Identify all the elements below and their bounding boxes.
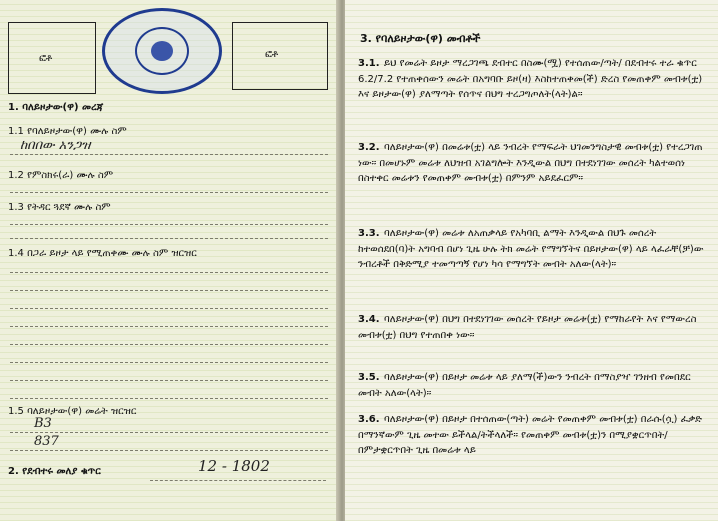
section2-value: 12 - 1802 — [198, 457, 270, 475]
ruled-line — [10, 224, 328, 225]
rights-item-3-6 — [358, 412, 708, 459]
rights-heading: 3. የባለይዞታው(ዋ) መብቶች — [360, 32, 481, 45]
ruled-line — [10, 238, 328, 239]
line-1-4-label: 1.4 በጋራ ይዞታ ላይ የሚጠቀሙ ሙሉ ስም ዝርዝር — [8, 248, 197, 259]
item-number: 3.3. — [358, 228, 380, 239]
rights-item-3-5 — [358, 370, 708, 401]
seal-emblem — [135, 27, 189, 75]
item-text: ባለይዞታው(ዋ) በህግ በተደነገገው መሰረት የይዞታ መሬቱ(ቷ) የማከራየት እና የማውረስ መብቱ(ቷ) በህግ የተጠበቀ ነው። — [358, 314, 697, 341]
line-1-1-value: ከበበው አንጋዝ — [20, 138, 91, 153]
ruled-line — [10, 290, 328, 291]
line-1-5-value-a: B3 — [34, 416, 52, 431]
ruled-line — [10, 154, 328, 155]
item-number: 3.1. — [358, 58, 380, 69]
item-number: 3.2. — [358, 142, 380, 153]
item-text: ባለይዞታው(ዋ) በይዞታ በተሰጠው(ጣት) መሬት የመጠቀም መብቱ(ቷ) በራሱ(ሷ) ፈቃድ በማንኛውም ጊዜ መተው ይችላል/ትችላለች። የመጠቀም መብቱ(ቷ)ን በሚያቋርጥበት/በምታቋርጥበት ጊዜ በመሬቱ ላይ — [358, 414, 702, 456]
section1-title: 1. ባለይዞታው(ዋ) መረጃ — [8, 102, 104, 113]
section2-label: 2. የደብተሩ መለያ ቁጥር — [8, 466, 101, 477]
line-1-5-label: 1.5 ባለይዞታው(ዋ) መሬት ዝርዝር — [8, 406, 137, 417]
photo-box-left — [8, 22, 96, 94]
rights-item-3-3 — [358, 226, 708, 273]
item-number: 3.5. — [358, 372, 380, 383]
ruled-line — [10, 450, 328, 451]
ruled-line — [10, 192, 328, 193]
official-seal — [102, 8, 222, 94]
line-1-3-label: 1.3 የትዳር ጓደኛ ሙሉ ስም — [8, 202, 111, 213]
ruled-line — [10, 432, 328, 433]
rights-item-3-4 — [358, 312, 708, 343]
left-page — [0, 0, 340, 521]
item-text: ባለይዞታው(ዋ) በይዞታ መሬቱ ላይ ያለማ(ች)ውን ንብረት በማስያዣ ገንዘብ የመበደር መብት አለው(ላት)። — [358, 372, 691, 399]
line-1-1-label: 1.1 የባለይዞታው(ዋ) ሙሉ ስም — [8, 126, 127, 137]
line-1-2-label: 1.2 የምስክሩ(ራ) ሙሉ ስም — [8, 170, 114, 181]
photo-box-right-label: ፎቶ — [265, 49, 279, 60]
ruled-line — [10, 272, 328, 273]
ruled-line — [10, 326, 328, 327]
line-1-5-value-b: 837 — [34, 434, 59, 449]
ruled-line — [10, 344, 328, 345]
ruled-line — [10, 398, 328, 399]
rights-item-3-2 — [358, 140, 708, 187]
seal-core — [151, 41, 173, 61]
item-number: 3.6. — [358, 414, 380, 425]
item-text: ይህ የመሬት ይዞታ ማረጋገጫ ደብተር በስሙ(ሟ) የተሰጠው/ጣት/ በደብተሩ ተራ ቁጥር 6.2/7.2 የተጠቀሰውን መሬት በአግባቡ ይዞ(ዛ) እስከተጠቀመ(ች) ድረስ የመጠቀም መብቱ(ቷ) እና ይዞታው(ዋ) ያለማጣት የሰጥና በህግ ተረጋግጦለት(ላት)ል። — [358, 58, 703, 100]
ruled-line — [10, 308, 328, 309]
rights-item-3-1 — [358, 56, 708, 103]
photo-box-right — [232, 22, 328, 90]
ruled-line — [10, 362, 328, 363]
ruled-line — [150, 480, 326, 481]
item-text: ባለይዞታው(ዋ) በመሬቱ(ቷ) ላይ ንብረት የማፍራት ህገመንግስታዊ መብቱ(ቷ) የተረጋገጠ ነው። በመሆኑም መሬቱ ለህዝብ አገልግሎት እንዲውል በህግ በተደነገገው መሰረት ካልተወሰነ በስተቀር መሬቱን የመጠቀም መብቱ(ቷ) በምንም አይደፈርም። — [358, 142, 703, 184]
item-text: ባለይዞታው(ዋ) መሬቱ ለአጠቃላይ የአካባቢ ልማት እንዲውል በህጉ መሰረት ከተወሰደበ(ባ)ት አግባብ በሆነ ጊዜ ሁሉ ትክ መሬት የማግኘትና በይዞታው(ዋ) ላይ ላፈራቸ(ቻ)ው ንብረቶች በቅድሚያ ተመጣጣኝ የሆነ ካሳ የማግኘት መብት አለው(ላት)። — [358, 228, 704, 270]
photo-box-left-label: ፎቶ — [39, 53, 53, 64]
item-number: 3.4. — [358, 314, 380, 325]
ruled-line — [10, 380, 328, 381]
